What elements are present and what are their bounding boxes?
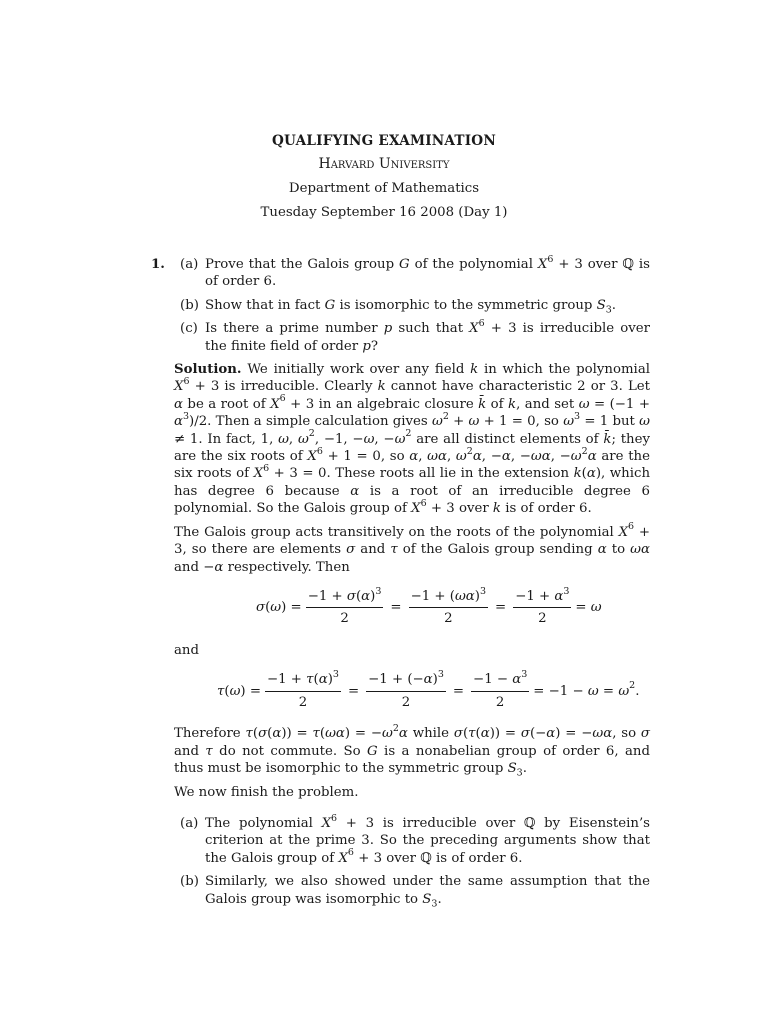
solution-text: We initially work over any field k in which the polynomial $X^6 + 3$ is irreducible. Clearly k cannot have characteristic 2 or 3. Let α be a root of $X^6 + 3$ in an algebraic closure k̄ of k, and set $\omega = (-1 + \alpha^3)/2$. Then a simple calculation gives $\omega^2 + \omega + 1 = 0$, so $\omega^3 = 1$ but ω ≠ 1. In fact, 1, ω, $\omega^2$, −1, −ω, $-\omega^2$ are all distinct elements of k̄; they are the six roots of $X^6 + 1 = 0$, so α, ωα, $\omega^2\alpha$, −α, −ωα, $-\omega^2\alpha$ are the six roots of $X^6 + 3 = 0$. These roots all lie in the extension k(α), which has degree 6 because α is a root of an irreducible degree 6 polynomial. So the Galois group of $X^6 + 3$ over k is of order 6. <box>174 362 651 517</box>
equation-tau: τ(ω) = $\frac{-1 + \tau(\alpha)^3}{2}$ = $\frac{-1 + (-\alpha)^3}{2}$ = $\frac{-1 - \alpha^3}{2}$ = $-1 - \omega = \omega^2$. <box>217 668 640 710</box>
numerator: $-1 + \sigma(\alpha)^3$ <box>306 588 384 608</box>
denominator: 2 <box>298 694 308 710</box>
problem-part-c <box>174 317 650 355</box>
denominator: 2 <box>401 694 411 710</box>
problem-number: 1. <box>151 257 165 272</box>
fraction <box>366 668 446 711</box>
denominator: 2 <box>495 694 505 710</box>
denominator: 2 <box>444 611 453 627</box>
fraction <box>265 668 341 711</box>
connector-and: and <box>174 642 200 658</box>
eq-rhs: = $-1 - \omega = \omega^2$. <box>533 680 640 699</box>
exam-date: Tuesday September 16 2008 (Day 1) <box>260 205 508 220</box>
part-text: Show that in fact G is isomorphic to the symmetric group $S_3$. <box>205 297 617 316</box>
numerator: $-1 - \alpha^3$ <box>471 671 529 691</box>
eq-rhs: = ω <box>575 600 602 616</box>
university-name: Harvard University <box>318 156 450 172</box>
part-text: Similarly, we also showed under the same assumption that the Galois group was isomorphic to $S_3$. <box>205 874 650 910</box>
eq-lhs: τ(ω) = <box>217 683 261 699</box>
part-label: (b) <box>180 874 199 890</box>
solution-label: Solution. <box>174 362 242 378</box>
problem-part-b <box>174 297 650 314</box>
part-label: (a) <box>180 257 199 272</box>
denominator: 2 <box>538 611 547 627</box>
solution-paragraph-1 <box>174 361 650 518</box>
problem-part-a <box>174 253 650 291</box>
problem-block <box>151 253 651 914</box>
exam-title: QUALIFYING EXAMINATION <box>272 133 496 149</box>
fraction <box>306 585 384 628</box>
fraction <box>471 668 529 711</box>
department-name: Department of Mathematics <box>288 181 480 196</box>
part-label: (c) <box>180 321 198 337</box>
solution-paragraph-2: The Galois group acts transitively on the roots of the polynomial $X^6 + 3$, so there are elements σ and τ of the Galois group sending α to ωα and −α respectively. Then <box>174 521 650 575</box>
equation-sigma: σ(ω) = $\frac{-1 + \sigma(\alpha)^3}{2}$ = $\frac{-1 + (\omega\alpha)^3}{2}$ = $\frac{-1 + \alpha^3}{2}$ = ω <box>256 585 602 627</box>
finish-item-b <box>174 873 650 908</box>
numerator: $-1 + (\omega\alpha)^3$ <box>409 588 488 608</box>
part-text: The polynomial $X^6 + 3$ is irreducible over ℚ by Eisenstein’s criterion at the prime 3. So the preceding arguments show that the Galois group of $X^6 + 3$ over ℚ is of order 6. <box>205 812 650 866</box>
part-label: (b) <box>180 297 199 313</box>
part-text: Is there a prime number p such that $X^6 + 3$ is irreducible over the finite field of order p? <box>205 317 650 354</box>
part-label: (a) <box>180 815 199 831</box>
numerator: $-1 + \alpha^3$ <box>513 588 571 608</box>
finish-item-a <box>174 812 650 867</box>
numerator: $-1 + (-\alpha)^3$ <box>366 671 446 691</box>
denominator: 2 <box>340 611 349 627</box>
fraction <box>409 585 488 628</box>
solution-paragraph-4: We now finish the problem. <box>174 784 359 800</box>
finish-list <box>174 812 650 910</box>
eq-lhs: σ(ω) = <box>256 600 302 616</box>
solution-paragraph-3: Therefore $\tau(\sigma(\alpha)) = \tau(\omega\alpha) = -\omega^2\alpha$ while σ(τ(α)) = σ(−α) = −ωα, so σ and τ do not commute. So G is a nonabelian group of order 6, and thus must be isomorphic to the symmetric group $S_3$. <box>174 722 651 779</box>
numerator: $-1 + \tau(\alpha)^3$ <box>265 671 341 691</box>
fraction <box>513 585 571 628</box>
part-text: Prove that the Galois group G of the polynomial $X^6 + 3$ over ℚ is of order 6. <box>205 253 650 290</box>
